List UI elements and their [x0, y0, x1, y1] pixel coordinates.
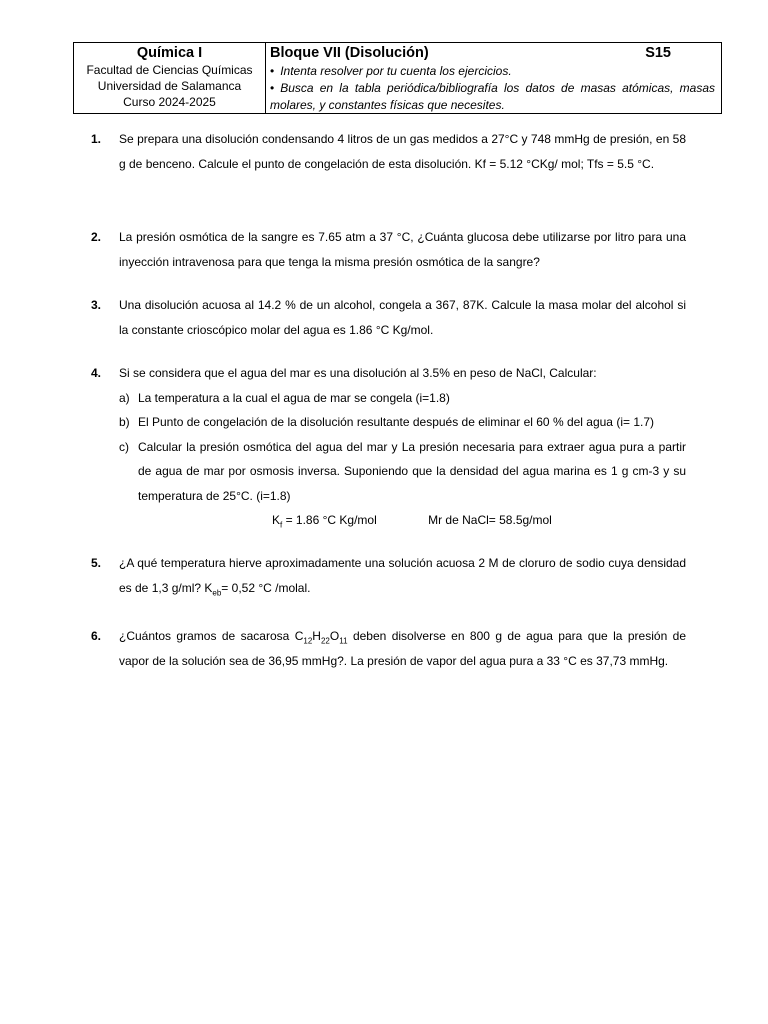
- question-3: [91, 293, 686, 342]
- faculty-name: Facultad de Ciencias Químicas: [86, 63, 253, 77]
- block-title-row: [270, 44, 715, 63]
- question-text: Se prepara una disolución condensando 4 litros de un gas medidos a 27°C y 748 mmHg de presión, en 58 g de benceno. Calcule el punto de congelación de esta disolución. Kf = 5.12 °CKg/ mol; Tfs = 5.5 °C.: [119, 132, 686, 171]
- question-4: [91, 361, 686, 533]
- block-info: [266, 43, 721, 113]
- university-name: Universidad de Salamanca: [97, 79, 242, 93]
- question-number: 4.: [91, 366, 102, 380]
- question-text: ¿A qué temperatura hierve aproximadamente una solución acuosa 2 M de cloruro de sodio cuya densidad es de 1,3 g/ml? $K_{eb}= 0,52$ °C /molal.: [119, 556, 686, 597]
- question-number: 1.: [91, 132, 102, 146]
- question-number: 3.: [91, 298, 102, 312]
- question-text: La presión osmótica de la sangre es 7.65 atm a 37 °C, ¿Cuánta glucosa debe utilizarse por litro para una inyección intravenosa para que tenga la misma presión osmótica de la sangre?: [119, 230, 686, 269]
- question-text: Una disolución acuosa al 14.2 % de un alcohol, congela a 367, 87K. Calcule la masa molar del alcohol si la constante crioscópico molar del agua es 1.86 °C Kg/mol.: [119, 298, 686, 337]
- question-number: 5.: [91, 556, 102, 570]
- subquestion-text: La temperatura a la cual el agua de mar se congela (i=1.8): [138, 390, 450, 405]
- academic-year: Curso 2024-2025: [123, 95, 216, 109]
- subquestion-text: Calcular la presión osmótica del agua del mar y La presión necesaria para extraer agua pura a partir de agua de mar por osmosis inversa. Suponiendo que la densidad del agua marina es 1 g cm-3 y su temperatura de 25°C. (i=1.8): [138, 439, 686, 503]
- session-code: S15: [645, 45, 671, 61]
- question-2: [91, 225, 686, 274]
- question-6: [91, 624, 686, 673]
- bullet-icon: •: [270, 81, 275, 95]
- subquestion-label: b): [119, 415, 130, 429]
- question-number: 6.: [91, 629, 102, 643]
- instruction-text: Busca en la tabla periódica/bibliografía los datos de masas atómicas, masas molares, y constantes físicas que necesites.: [270, 81, 715, 112]
- subquestion-label: a): [119, 390, 130, 405]
- header-box: [73, 42, 722, 114]
- question-number: 2.: [91, 230, 102, 244]
- question-text: ¿Cuántos gramos de sacarosa $C_{12}H_{22}O_{11}$ deben disolverse en 800 g de agua para que la presión de vapor de la solución sea de 36,95 mmHg?. La presión de vapor del agua pura a 33 °C es 37,73 mmHg.: [119, 629, 686, 668]
- question-text: Si se considera que el agua del mar es una disolución al 3.5% en peso de NaCl, Calcular:: [119, 366, 597, 380]
- constants-line: [272, 508, 686, 533]
- subquestion-label: c): [119, 439, 129, 454]
- subquestion-c: [119, 435, 686, 509]
- instruction-1: [270, 63, 715, 80]
- question-5: [91, 551, 686, 600]
- molar-mass-nacl: Mr de NaCl= 58.5g/mol: [428, 513, 552, 527]
- subquestion-b: [119, 410, 686, 435]
- instruction-2: [270, 80, 715, 114]
- instruction-text: Intenta resolver por tu cuenta los ejercicios.: [280, 64, 512, 78]
- question-1: [91, 127, 686, 176]
- subquestion-a: [119, 386, 686, 411]
- subquestion-text: El Punto de congelación de la disolución resultante después de eliminar el 60 % del agua (i= 1.7): [138, 415, 654, 429]
- course-title: Química I: [136, 45, 203, 61]
- block-title: Bloque VII (Disolución): [270, 45, 429, 61]
- course-info: [74, 43, 266, 113]
- kf-constant: $K_f = 1.86$ °C Kg/mol: [272, 513, 377, 530]
- bullet-icon: •: [270, 64, 275, 78]
